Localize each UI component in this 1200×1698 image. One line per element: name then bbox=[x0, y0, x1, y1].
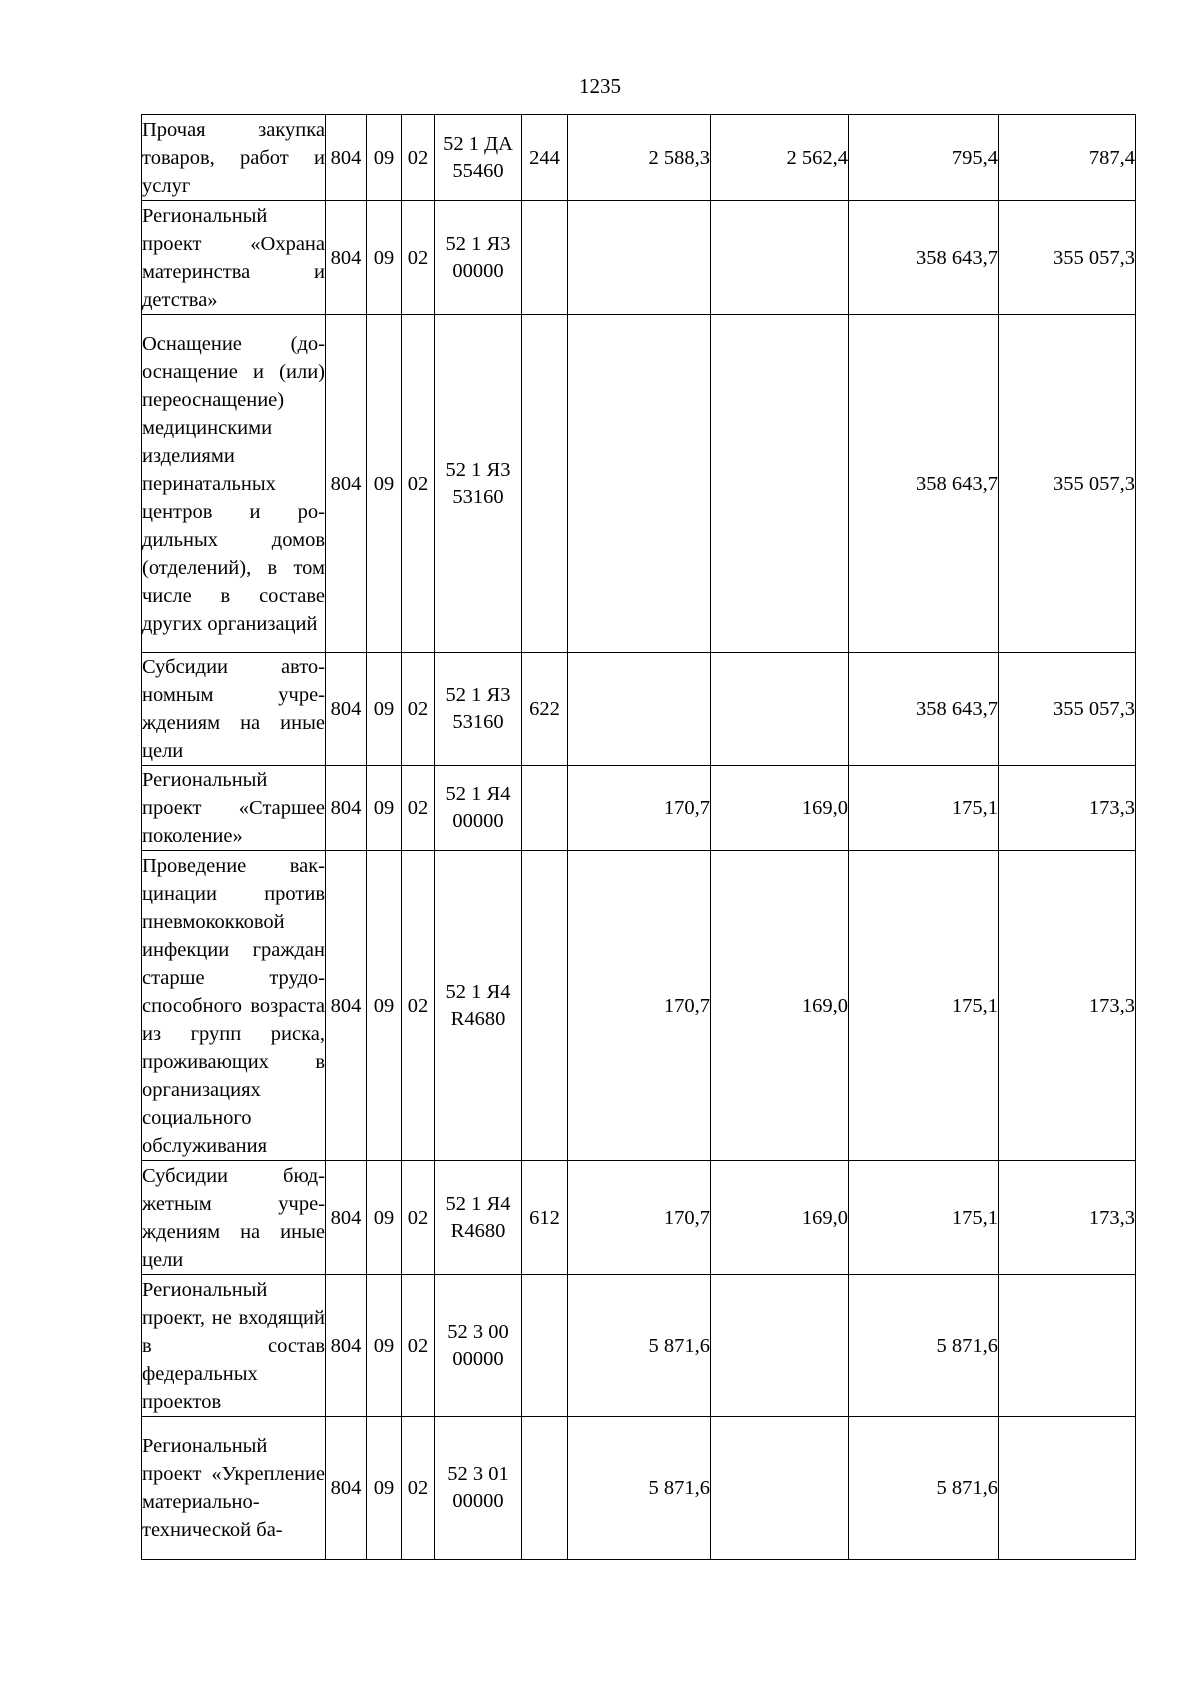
expense-type-code: 244 bbox=[522, 115, 568, 201]
item-name: Региональный проект «Старшее поколение» bbox=[142, 766, 326, 851]
amount-1: 170,7 bbox=[568, 1161, 711, 1275]
budget-table bbox=[141, 114, 1136, 1560]
item-name: Субсидии автономным учреждениям на иные цели bbox=[142, 653, 326, 766]
table-row bbox=[142, 1417, 1136, 1560]
amount-2 bbox=[711, 315, 849, 653]
amount-4 bbox=[999, 1275, 1136, 1417]
amount-2: 169,0 bbox=[711, 851, 849, 1161]
expense-type-code bbox=[522, 201, 568, 315]
section-code: 09 bbox=[367, 1417, 402, 1560]
expense-type-code bbox=[522, 766, 568, 851]
subsection-code: 02 bbox=[402, 1275, 435, 1417]
amount-2 bbox=[711, 1275, 849, 1417]
table-row bbox=[142, 201, 1136, 315]
section-code: 09 bbox=[367, 851, 402, 1161]
ved-code: 804 bbox=[326, 766, 367, 851]
section-code: 09 bbox=[367, 315, 402, 653]
table-row bbox=[142, 315, 1136, 653]
section-code: 09 bbox=[367, 653, 402, 766]
item-name: Региональный проект «Охрана материнства и детства» bbox=[142, 201, 326, 315]
amount-3: 358 643,7 bbox=[849, 201, 999, 315]
ved-code: 804 bbox=[326, 315, 367, 653]
item-name: Проведение вакцинации против пневмококковой инфекции граждан старше трудоспособного возраста из групп риска, проживающих в организациях социального обслуживания bbox=[142, 851, 326, 1161]
section-code: 09 bbox=[367, 1161, 402, 1275]
amount-1 bbox=[568, 201, 711, 315]
subsection-code: 02 bbox=[402, 315, 435, 653]
subsection-code: 02 bbox=[402, 653, 435, 766]
amount-4: 355 057,3 bbox=[999, 653, 1136, 766]
target-article-code: 52 1 Я4 R4680 bbox=[435, 851, 522, 1161]
page-number: 1235 bbox=[579, 74, 621, 98]
target-article-code: 52 1 Я3 53160 bbox=[435, 653, 522, 766]
table-row bbox=[142, 1275, 1136, 1417]
ved-code: 804 bbox=[326, 653, 367, 766]
item-name: Оснащение (дооснащение и (или) переоснащение) медицинскими изделиями перинатальных центров и родильных домов (отделений), в том числе в составе других организаций bbox=[142, 315, 326, 653]
ved-code: 804 bbox=[326, 1417, 367, 1560]
amount-2 bbox=[711, 1417, 849, 1560]
expense-type-code bbox=[522, 315, 568, 653]
amount-4: 787,4 bbox=[999, 115, 1136, 201]
amount-2: 2 562,4 bbox=[711, 115, 849, 201]
amount-4: 173,3 bbox=[999, 1161, 1136, 1275]
amount-1: 5 871,6 bbox=[568, 1417, 711, 1560]
amount-3: 358 643,7 bbox=[849, 315, 999, 653]
ved-code: 804 bbox=[326, 851, 367, 1161]
amount-2 bbox=[711, 653, 849, 766]
subsection-code: 02 bbox=[402, 115, 435, 201]
amount-1: 170,7 bbox=[568, 851, 711, 1161]
expense-type-code bbox=[522, 851, 568, 1161]
amount-4: 355 057,3 bbox=[999, 315, 1136, 653]
item-name: Субсидии бюджетным учреждениям на иные цели bbox=[142, 1161, 326, 1275]
amount-3: 5 871,6 bbox=[849, 1417, 999, 1560]
item-name: Региональный проект «Укрепление материально-технической ба- bbox=[142, 1417, 326, 1560]
table-row bbox=[142, 115, 1136, 201]
amount-1 bbox=[568, 653, 711, 766]
amount-1 bbox=[568, 315, 711, 653]
target-article-code: 52 3 01 00000 bbox=[435, 1417, 522, 1560]
subsection-code: 02 bbox=[402, 201, 435, 315]
subsection-code: 02 bbox=[402, 766, 435, 851]
section-code: 09 bbox=[367, 766, 402, 851]
subsection-code: 02 bbox=[402, 1417, 435, 1560]
amount-2 bbox=[711, 201, 849, 315]
ved-code: 804 bbox=[326, 1275, 367, 1417]
expense-type-code: 622 bbox=[522, 653, 568, 766]
amount-3: 5 871,6 bbox=[849, 1275, 999, 1417]
amount-3: 795,4 bbox=[849, 115, 999, 201]
amount-4 bbox=[999, 1417, 1136, 1560]
amount-3: 175,1 bbox=[849, 766, 999, 851]
target-article-code: 52 1 ДА 55460 bbox=[435, 115, 522, 201]
amount-2: 169,0 bbox=[711, 766, 849, 851]
table-row bbox=[142, 653, 1136, 766]
amount-4: 355 057,3 bbox=[999, 201, 1136, 315]
item-name: Прочая закупка товаров, работ и услуг bbox=[142, 115, 326, 201]
subsection-code: 02 bbox=[402, 851, 435, 1161]
table-row bbox=[142, 851, 1136, 1161]
section-code: 09 bbox=[367, 115, 402, 201]
subsection-code: 02 bbox=[402, 1161, 435, 1275]
target-article-code: 52 1 Я3 53160 bbox=[435, 315, 522, 653]
target-article-code: 52 1 Я4 R4680 bbox=[435, 1161, 522, 1275]
expense-type-code bbox=[522, 1275, 568, 1417]
section-code: 09 bbox=[367, 201, 402, 315]
amount-3: 358 643,7 bbox=[849, 653, 999, 766]
ved-code: 804 bbox=[326, 201, 367, 315]
item-name: Региональный проект, не входящий в состав федеральных проектов bbox=[142, 1275, 326, 1417]
table-row bbox=[142, 766, 1136, 851]
target-article-code: 52 1 Я3 00000 bbox=[435, 201, 522, 315]
target-article-code: 52 1 Я4 00000 bbox=[435, 766, 522, 851]
amount-2: 169,0 bbox=[711, 1161, 849, 1275]
expense-type-code bbox=[522, 1417, 568, 1560]
expense-type-code: 612 bbox=[522, 1161, 568, 1275]
amount-1: 170,7 bbox=[568, 766, 711, 851]
amount-3: 175,1 bbox=[849, 851, 999, 1161]
ved-code: 804 bbox=[326, 1161, 367, 1275]
amount-1: 2 588,3 bbox=[568, 115, 711, 201]
section-code: 09 bbox=[367, 1275, 402, 1417]
target-article-code: 52 3 00 00000 bbox=[435, 1275, 522, 1417]
amount-4: 173,3 bbox=[999, 766, 1136, 851]
amount-1: 5 871,6 bbox=[568, 1275, 711, 1417]
amount-4: 173,3 bbox=[999, 851, 1136, 1161]
ved-code: 804 bbox=[326, 115, 367, 201]
table-row bbox=[142, 1161, 1136, 1275]
amount-3: 175,1 bbox=[849, 1161, 999, 1275]
